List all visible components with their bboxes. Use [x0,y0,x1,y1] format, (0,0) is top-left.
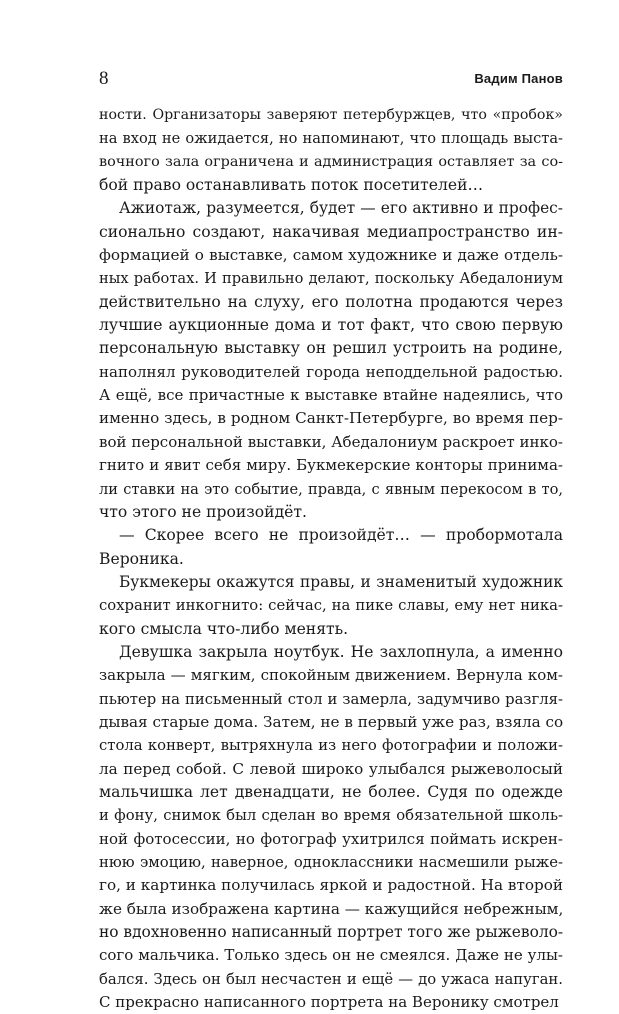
text-line: же была изображена картина — кажущийся небрежным, [99,899,564,918]
text-line: на вход не ожидается, но напоминают, что площадь выста- [99,130,563,148]
text-line: вочного зала ограничена и администрация оставляет за со- [99,153,563,170]
text-line: закрыла — мягким, спокойным движением. Вернула ком- [99,666,563,685]
text-line: сионально создают, накачивая медиапространство ин- [99,222,563,241]
text-line: но вдохновенно написанный портрет того же рыжеволо- [99,923,564,942]
running-header [99,68,563,90]
text-line: Ажиотаж, разумеется, будет — его активно и профес- [119,199,563,218]
running-header-author: Вадим Панов [474,71,563,86]
text-line: ла перед собой. С левой широко улыбался рыжеволосый [99,759,563,778]
text-line: го, и картинка получилась яркой и радостной. На второй [99,876,563,895]
text-line: что этого не произойдёт. [99,502,307,521]
text-line: формацией о выставке, самом художнике и даже отдель- [99,246,563,265]
text-line: ности. Организаторы заверяют петербуржцев, что «пробок» [99,107,563,123]
text-line: наполнял руководителей города неподдельной радостью. [99,362,563,381]
text-line: лучшие аукционные дома и тот факт, что свою первую [99,316,563,335]
text-line: ной фотосессии, но фотограф ухитрился поймать искрен- [99,829,563,848]
paragraph [99,197,563,524]
text-line: бался. Здесь он был несчастен и ещё — до ужаса напуган. [99,970,563,988]
text-line: персональную выставку он решил устроить на родине, [99,339,563,358]
text-line: именно здесь, в родном Санкт-Петербурге, во время пер- [99,409,563,428]
text-line: вой персональной выставки, Абедалониум раскроет инко- [99,432,563,451]
body-text [99,104,563,1014]
text-line: Букмекеры окажутся правы, и знаменитый художник [119,572,563,591]
text-line: — Скорее всего не произойдёт… — пробормотала [119,526,563,545]
paragraph [99,641,563,1014]
text-line: А ещё, все причастные к выставке втайне надеялись, что [99,386,563,405]
text-line: бой право останавливать поток посетителей… [99,176,484,195]
text-line: стола конверт, вытряхнула из него фотографии и положи- [99,737,563,755]
text-line: ли ставки на это событие, правда, с явным перекосом в то, [99,480,563,498]
text-line: действительно на слуху, его полотна продаются через [99,292,563,311]
text-line: Вероника. [99,549,184,568]
text-line: кого смысла что-либо менять. [99,619,349,638]
text-line: мальчишка лет двенадцати, не более. Судя по одежде [99,782,563,801]
paragraph [99,524,563,571]
text-line: Девушка закрыла ноутбук. Не захлопнула, а именно [119,642,563,661]
text-line: гнито и явит себя миру. Букмекерские конторы принима- [99,456,563,475]
text-line: нюю эмоцию, наверное, одноклассники насмешили рыже- [99,854,563,871]
text-line: сохранит инкогнито: сейчас, на пике славы, ему нет ника- [99,597,563,615]
text-line: сого мальчика. Только здесь он не смеялся. Даже не улы- [99,946,563,965]
text-line: и фону, снимок был сделан во время обязательной школь- [99,807,563,825]
text-line: С прекрасно написанного портрета на Веронику смотрел [99,993,559,1012]
page-number: 8 [99,68,109,89]
text-line: ных работах. И правильно делают, поскольку Абедалониум [99,270,563,288]
paragraph [99,104,563,197]
text-line: дывая старые дома. Затем, не в первый уже раз, взяла со [99,712,564,731]
paragraph [99,571,563,641]
text-line: пьютер на письменный стол и замерла, задумчиво разгля- [99,690,563,708]
